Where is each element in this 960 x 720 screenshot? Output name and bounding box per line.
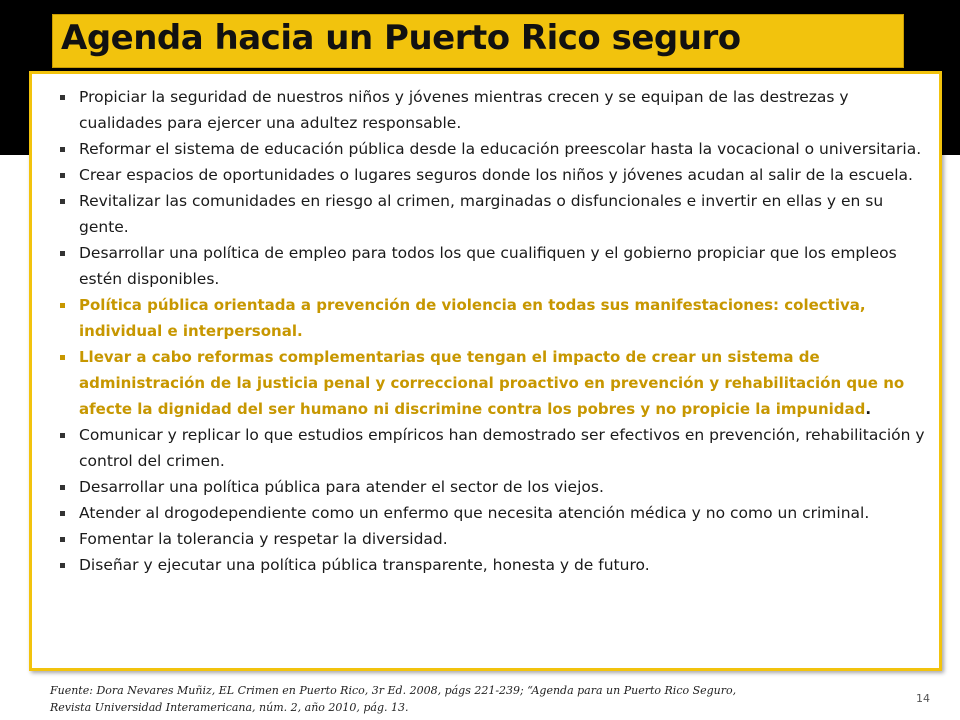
page-number: 14 — [916, 692, 930, 705]
bullet-text: Atender al drogodependiente como un enfermo que necesita atención médica y no como un criminal. — [79, 504, 870, 522]
footer-line-1: Fuente: Dora Nevares Muñiz, EL Crimen en Puerto Rico, 3r Ed. 2008, págs 221-239; “Agenda para un Puerto Rico Seguro, — [50, 684, 737, 697]
bullet-square-icon — [60, 511, 65, 516]
bullet-list — [32, 74, 939, 578]
bullet-square-icon — [60, 95, 65, 100]
title-bar — [52, 14, 904, 68]
slide-title: Agenda hacia un Puerto Rico seguro — [61, 18, 741, 58]
bullet-square-icon — [60, 303, 65, 308]
bullet-item — [32, 526, 927, 552]
bullet-text: Llevar a cabo reformas complementarias que tengan el impacto de crear un sistema de administración de la justicia penal y correccional proactivo en prevención y rehabilitación que no afecte la dignidad del ser humano ni discrimine contra los pobres y no propicie la impunidad — [79, 348, 905, 418]
content-box — [29, 71, 942, 671]
bullet-square-icon — [60, 537, 65, 542]
bullet-text: Comunicar y replicar lo que estudios empíricos han demostrado ser efectivos en prevención, rehabilitación y control del crimen. — [79, 426, 925, 470]
bullet-item — [32, 162, 927, 188]
bullet-item — [32, 474, 927, 500]
bullet-item — [32, 240, 927, 292]
bullet-text: Reformar el sistema de educación pública desde la educación preescolar hasta la vocacional o universitaria. — [79, 140, 922, 158]
bullet-text: Propiciar la seguridad de nuestros niños y jóvenes mientras crecen y se equipan de las destrezas y cualidades para ejercer una adultez responsable. — [79, 88, 849, 132]
bullet-item — [32, 188, 927, 240]
bullet-item — [32, 422, 927, 474]
bullet-square-icon — [60, 433, 65, 438]
bullet-square-icon — [60, 355, 65, 360]
bullet-item — [32, 552, 927, 578]
footer-line-2: Revista Universidad Interamericana, núm. 2, año 2010, pág. 13. — [50, 701, 409, 714]
bullet-text: Desarrollar una política pública para atender el sector de los viejos. — [79, 478, 604, 496]
bullet-square-icon — [60, 485, 65, 490]
bullet-text: Política pública orientada a prevención de violencia en todas sus manifestaciones: colectiva, individual e interpersonal. — [79, 296, 866, 340]
bullet-text: Diseñar y ejecutar una política pública transparente, honesta y de futuro. — [79, 556, 650, 574]
bullet-square-icon — [60, 173, 65, 178]
bullet-square-icon — [60, 199, 65, 204]
bullet-trailing-punctuation: . — [865, 400, 872, 418]
bullet-text: Fomentar la tolerancia y respetar la diversidad. — [79, 530, 448, 548]
bullet-text: Crear espacios de oportunidades o lugares seguros donde los niños y jóvenes acudan al salir de la escuela. — [79, 166, 913, 184]
bullet-item — [32, 136, 927, 162]
bullet-item — [32, 500, 927, 526]
bullet-item — [32, 292, 927, 344]
bullet-text: Desarrollar una política de empleo para todos los que cualifiquen y el gobierno propiciar que los empleos estén disponibles. — [79, 244, 897, 288]
bullet-square-icon — [60, 147, 65, 152]
bullet-square-icon — [60, 251, 65, 256]
bullet-item — [32, 344, 927, 422]
bullet-text: Revitalizar las comunidades en riesgo al crimen, marginadas o disfuncionales e invertir en ellas y en su gente. — [79, 192, 884, 236]
bullet-item — [32, 84, 927, 136]
source-footer — [50, 682, 870, 716]
bullet-square-icon — [60, 563, 65, 568]
